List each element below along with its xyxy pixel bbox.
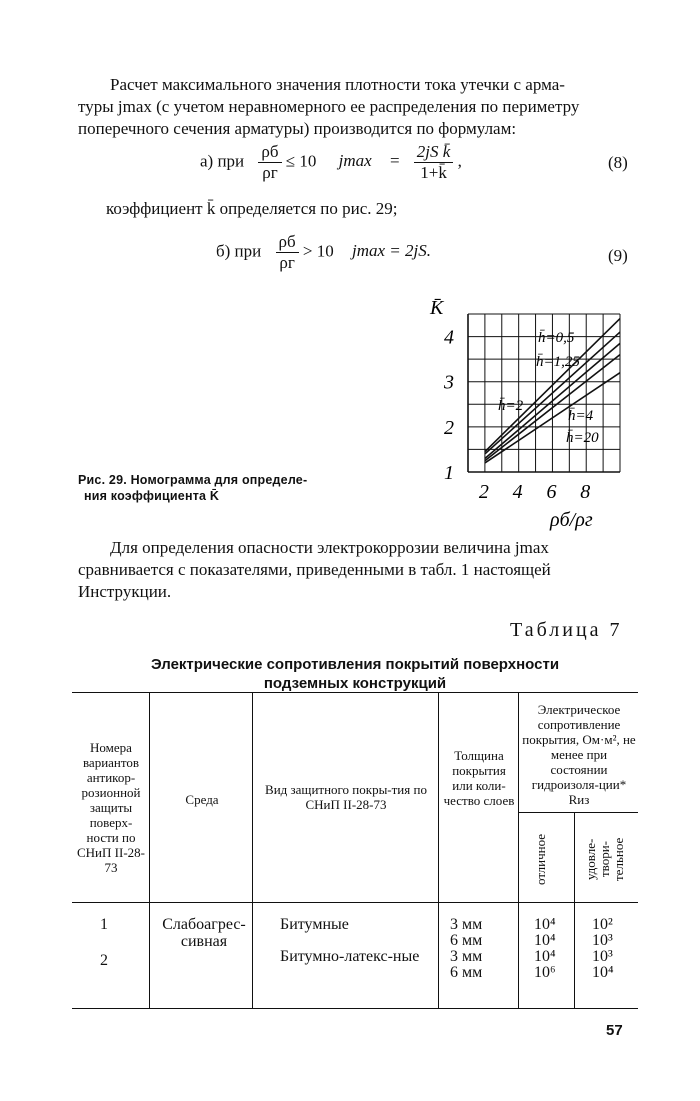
formula-8-eq: = (389, 151, 400, 171)
paragraph-2-line-3: Инструкции. (78, 582, 172, 601)
curve-label: h̄=0,5 (538, 330, 575, 346)
formula-9-number: (9) (608, 246, 628, 265)
formula-8-case: а) при (200, 151, 245, 171)
table-title (120, 655, 590, 693)
row-2-coating-type: Битумно-латекс-ные (280, 948, 420, 965)
intro-paragraph (78, 74, 633, 140)
paragraph-2-line-2: сравнивается с показателями, приведенными в табл. 1 настоящей (78, 560, 551, 579)
row-1-satisfactory-1: 10² (592, 916, 613, 933)
header-thickness: Толщина покрытия или коли-чество слоев (443, 748, 515, 808)
row-1-excellent-2: 10⁴ (534, 932, 556, 949)
x-axis-label: ρб/ρг (550, 509, 593, 531)
header-satisfactory: удовле-твори-тельное (583, 837, 626, 881)
row-2-number: 2 (100, 952, 108, 969)
formula-8-lhs: jmax (338, 151, 372, 171)
page-number: 57 (606, 1022, 623, 1039)
rhs-numerator: 2jS k̄ (414, 142, 454, 163)
paragraph-2-line-1: Для определения опасности электрокоррозии величина jmax (110, 538, 549, 557)
x-tick-label: 6 (546, 481, 557, 503)
formula-8-number: (8) (608, 153, 628, 172)
coefficient-line: коэффициент k̄ определяется по рис. 29; (106, 199, 398, 218)
table-title-line-1: Электрические сопротивления покрытий поверхности (150, 656, 560, 673)
y-tick-label: 4 (444, 326, 454, 349)
header-variant-number: Номера вариантов антикор-розионной защиты поверх-ности по СНиП II-28-73 (77, 740, 145, 875)
formula-8 (200, 142, 462, 183)
ratio-numerator: ρб (258, 142, 281, 163)
curve-label: h̄=2 (498, 398, 524, 414)
row-2-excellent-1: 10⁴ (534, 948, 556, 965)
curve-label: h̄=20 (566, 430, 599, 446)
formula-9-case: б) при (216, 241, 262, 261)
x-tick-label: 2 (478, 481, 489, 503)
y-axis-label: K̄ (430, 297, 444, 319)
row-2-satisfactory-2: 10⁴ (592, 964, 614, 981)
intro-line-2: туры jmax (с учетом неравномерного ее распределения по периметру (78, 97, 580, 116)
header-coating-type: Вид защитного покры-тия по СНиП II-28-73 (265, 782, 427, 812)
row-1-thickness-1: 3 мм (450, 916, 483, 933)
formula-8-rhs (414, 142, 454, 183)
row-2-thickness-1: 3 мм (450, 948, 483, 965)
header-resistance: Электрическое сопротивление покрытия, Ом·м², не менее при состоянии гидроизоля-ции* Rиз (522, 702, 636, 807)
row-2-excellent-2: 10⁶ (534, 964, 556, 981)
ratio-numerator: ρб (276, 232, 299, 253)
table-title-line-2: подземных конструкций (263, 675, 447, 692)
y-tick-label: 3 (444, 371, 454, 394)
row-1-number: 1 (100, 916, 108, 933)
formula-8-relation: ≤ 10 (285, 151, 317, 171)
formula-9-expr: jmax = 2jS. (352, 241, 431, 261)
row-1-coating-type: Битумные (280, 916, 349, 933)
row-1-environment: Слабоагрес-сивная (162, 916, 246, 950)
curve-label: h̄=4 (568, 408, 594, 424)
curve-label: h̄=1,25 (536, 354, 580, 370)
formula-8-ratio (258, 142, 281, 183)
data-table (72, 692, 638, 1012)
ratio-denominator: ρг (262, 163, 278, 182)
row-2-satisfactory-1: 10³ (592, 948, 613, 965)
row-2-thickness-2: 6 мм (450, 964, 483, 981)
table-number: Таблица 7 (510, 619, 623, 641)
x-tick-label: 8 (580, 481, 591, 503)
rhs-denominator: 1+k̄ (420, 163, 447, 182)
row-1-excellent-1: 10⁴ (534, 916, 556, 933)
figure-caption (78, 472, 348, 504)
row-1-thickness-2: 6 мм (450, 932, 483, 949)
figure-caption-line-1: Рис. 29. Номограмма для определе- (78, 473, 308, 487)
ratio-denominator: ρг (279, 253, 295, 272)
formula-8-tail: , (457, 151, 462, 171)
row-1-satisfactory-2: 10³ (592, 932, 613, 949)
formula-9 (216, 232, 431, 273)
y-tick-label: 1 (444, 462, 454, 484)
header-excellent: отличное (533, 833, 548, 885)
figure-caption-line-2: ния коэффициента K̄ (84, 489, 220, 503)
intro-line-1: Расчет максимального значения плотности тока утечки с арма- (110, 75, 565, 94)
formula-9-ratio (276, 232, 299, 273)
x-tick-label: 4 (512, 481, 523, 503)
formula-9-relation: > 10 (302, 241, 334, 261)
header-environment: Среда (185, 792, 219, 807)
paragraph-2 (78, 537, 633, 603)
nomogram-chart (420, 286, 650, 536)
intro-line-3: поперечного сечения арматуры) производится по формулам: (78, 119, 517, 138)
y-tick-label: 2 (444, 416, 454, 439)
